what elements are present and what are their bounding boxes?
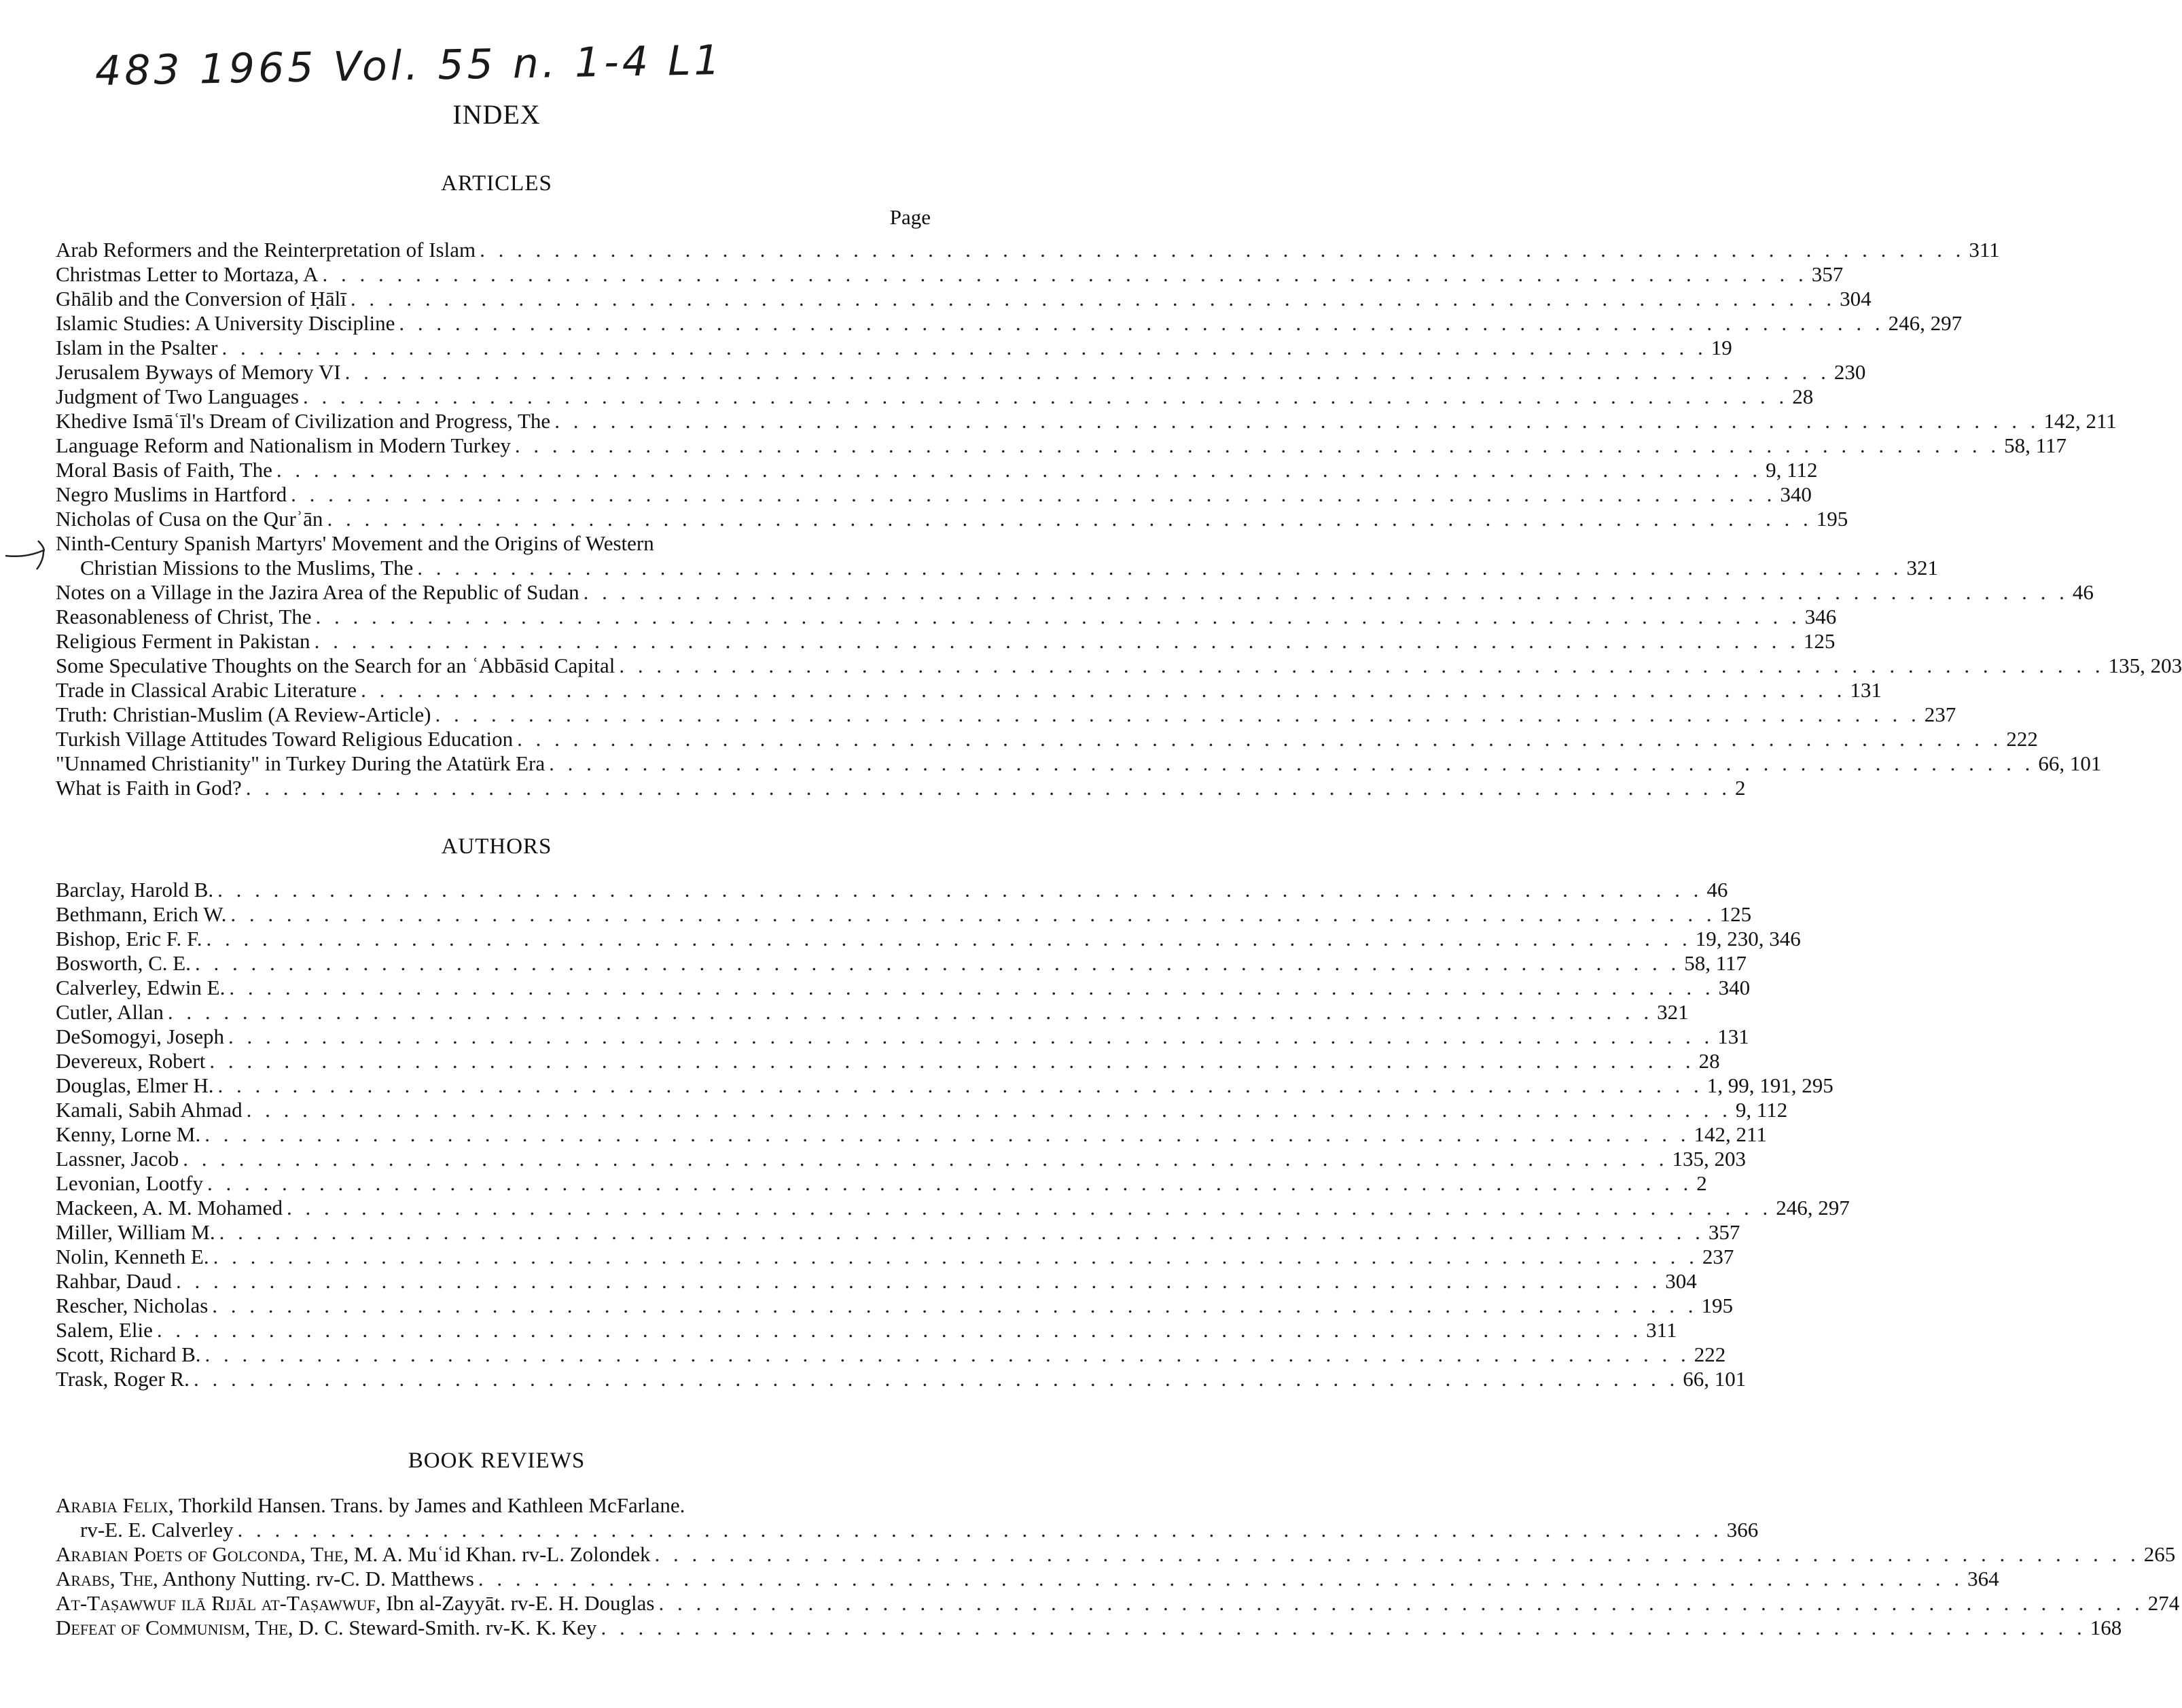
page-numbers: 340 xyxy=(1718,976,1751,999)
article-entry xyxy=(56,360,1866,385)
author-name: Rahbar, Daud xyxy=(56,1269,172,1293)
page-numbers: 142, 211 xyxy=(1694,1122,1767,1146)
page-numbers: 222 xyxy=(2006,727,2038,751)
author-name: Kenny, Lorne M. xyxy=(56,1122,201,1146)
page-numbers: 311 xyxy=(1969,238,2000,262)
author-entry xyxy=(56,976,1751,1000)
dot-leader xyxy=(584,580,2069,605)
page-numbers: 195 xyxy=(1701,1294,1734,1317)
page-numbers: 364 xyxy=(1967,1567,1999,1590)
article-entry xyxy=(56,385,1814,409)
author-name: Miller, William M. xyxy=(56,1220,215,1244)
article-title: Truth: Christian-Muslim (A Review-Article) xyxy=(56,702,431,726)
article-title: Turkish Village Attitudes Toward Religious Education xyxy=(56,727,514,751)
author-entry xyxy=(56,1342,1726,1367)
page-numbers: 125 xyxy=(1803,629,1836,653)
page-numbers: 222 xyxy=(1694,1342,1726,1366)
page-numbers: 168 xyxy=(2090,1616,2122,1639)
page-numbers: 321 xyxy=(1657,1000,1689,1024)
author-name: Douglas, Elmer H. xyxy=(56,1073,214,1097)
page-numbers: 1, 99, 191, 295 xyxy=(1706,1073,1834,1097)
article-title: Notes on a Village in the Jazira Area of the Republic of Sudan xyxy=(56,580,579,604)
dot-leader xyxy=(217,1073,1702,1098)
article-title: Reasonableness of Christ, The xyxy=(56,605,312,628)
article-entry xyxy=(56,409,2117,433)
dot-leader xyxy=(619,654,2104,678)
dot-leader xyxy=(515,433,2000,458)
book-title: Arabian Poets of Golconda, The, xyxy=(56,1542,349,1566)
dot-leader xyxy=(219,1220,1704,1245)
author-name: Calverley, Edwin E. xyxy=(56,976,226,999)
article-entry xyxy=(56,262,1844,287)
article-title-continuation: Christian Missions to the Muslims, The xyxy=(80,556,414,580)
review-citation xyxy=(56,1616,596,1640)
author-name: Bosworth, C. E. xyxy=(56,951,191,975)
article-entry xyxy=(56,238,2000,262)
page-title: INDEX xyxy=(452,99,541,130)
author-entry xyxy=(56,1245,1734,1269)
book-reviews-heading: BOOK REVIEWS xyxy=(408,1448,586,1473)
dot-leader xyxy=(207,1171,1692,1196)
page-numbers: 237 xyxy=(1702,1245,1734,1268)
page-numbers: 66, 101 xyxy=(2038,751,2102,775)
book-title: Arabia Felix, xyxy=(56,1493,174,1517)
article-title: Trade in Classical Arabic Literature xyxy=(56,678,357,702)
article-title: Negro Muslims in Hartford xyxy=(56,482,287,506)
review-details: M. A. Muʿid Khan. rv-L. Zolondek xyxy=(348,1542,651,1566)
article-entry xyxy=(56,751,2102,776)
dot-leader xyxy=(194,1367,1679,1391)
article-entry xyxy=(56,311,1963,336)
dot-leader xyxy=(238,1518,1723,1542)
article-title: "Unnamed Christianity" in Turkey During the Atatürk Era xyxy=(56,751,546,775)
author-name: Lassner, Jacob xyxy=(56,1147,179,1171)
page-numbers: 311 xyxy=(1646,1318,1677,1342)
page-numbers: 58, 117 xyxy=(1684,951,1747,975)
dot-leader xyxy=(209,1049,1694,1073)
author-entry xyxy=(56,1196,1850,1220)
author-name: Barclay, Harold B. xyxy=(56,878,214,902)
page-numbers: 131 xyxy=(1717,1025,1749,1048)
review-details: Ibn al-Zayyāt. rv-E. H. Douglas xyxy=(380,1591,655,1615)
author-name: DeSomogyi, Joseph xyxy=(56,1025,224,1048)
author-entry xyxy=(56,1147,1746,1171)
authors-list xyxy=(56,878,1850,1391)
author-entry xyxy=(56,1122,1767,1147)
dot-leader xyxy=(658,1591,2143,1616)
dot-leader xyxy=(517,727,2002,751)
book-title: Arabs, The, xyxy=(56,1567,158,1590)
article-title: Judgment of Two Languages xyxy=(56,385,299,408)
author-entry xyxy=(56,1220,1740,1245)
page-numbers: 357 xyxy=(1811,262,1844,286)
dot-leader xyxy=(168,1000,1653,1025)
author-entry xyxy=(56,1318,1677,1342)
dot-leader xyxy=(361,678,1846,702)
author-name: Bethmann, Erich W. xyxy=(56,902,227,926)
author-entry xyxy=(56,878,1728,902)
article-title: Some Speculative Thoughts on the Search for an ʿAbbāsid Capital xyxy=(56,654,615,677)
dot-leader xyxy=(228,1025,1713,1049)
page-numbers: 19 xyxy=(1711,336,1732,359)
dot-leader xyxy=(345,360,1830,385)
author-entry xyxy=(56,1367,1747,1391)
dot-leader xyxy=(435,702,1920,727)
page-numbers: 2 xyxy=(1696,1171,1707,1195)
review-first-line xyxy=(56,1493,932,1518)
article-entry xyxy=(56,556,1939,580)
review-entry xyxy=(56,1518,1759,1542)
page-numbers: 246, 297 xyxy=(1776,1196,1850,1220)
dot-leader xyxy=(287,1196,1772,1220)
article-title: Language Reform and Nationalism in Modern Turkey xyxy=(56,433,511,457)
article-entry xyxy=(56,678,1882,702)
article-title: Nicholas of Cusa on the Qurʾān xyxy=(56,507,323,531)
dot-leader xyxy=(230,902,1715,927)
review-details: Anthony Nutting. rv-C. D. Matthews xyxy=(158,1567,474,1590)
dot-leader xyxy=(183,1147,1668,1171)
author-entry xyxy=(56,1269,1697,1294)
article-entry xyxy=(56,776,1746,800)
author-name: Cutler, Allan xyxy=(56,1000,164,1024)
author-name: Nolin, Kenneth E. xyxy=(56,1245,209,1268)
page-numbers: 9, 112 xyxy=(1735,1098,1788,1122)
article-title: Islam in the Psalter xyxy=(56,336,218,359)
page-numbers: 46 xyxy=(1706,878,1728,902)
article-title: Jerusalem Byways of Memory VI xyxy=(56,360,341,384)
article-title: Islamic Studies: A University Discipline xyxy=(56,311,395,335)
handwritten-arrow-icon xyxy=(4,535,52,576)
dot-leader xyxy=(554,409,2039,433)
review-details: Thorkild Hansen. Trans. by James and Kathleen McFarlane. xyxy=(173,1493,685,1517)
author-entry xyxy=(56,927,1801,951)
review-citation xyxy=(56,1567,474,1591)
author-entry xyxy=(56,951,1747,976)
dot-leader xyxy=(276,458,1761,482)
page-numbers: 135, 203 xyxy=(1672,1147,1746,1171)
dot-leader xyxy=(212,1294,1697,1318)
page-numbers: 304 xyxy=(1840,287,1872,310)
dot-leader xyxy=(549,751,2034,776)
dot-leader xyxy=(323,262,1808,287)
article-entry xyxy=(56,629,1836,654)
dot-leader xyxy=(655,1542,2140,1567)
author-entry xyxy=(56,1073,1834,1098)
page-numbers: 131 xyxy=(1850,678,1882,702)
page-numbers: 340 xyxy=(1780,482,1812,506)
article-title: What is Faith in God? xyxy=(56,776,242,800)
author-entry xyxy=(56,1025,1749,1049)
page-numbers: 46 xyxy=(2072,580,2094,604)
page-numbers: 195 xyxy=(1816,507,1848,531)
author-name: Salem, Elie xyxy=(56,1318,153,1342)
page-numbers: 125 xyxy=(1719,902,1752,926)
page-numbers: 28 xyxy=(1698,1049,1720,1073)
page-numbers: 346 xyxy=(1804,605,1837,628)
article-entry xyxy=(56,482,1812,507)
page-numbers: 246, 297 xyxy=(1888,311,1963,335)
review-citation xyxy=(56,1591,654,1616)
article-entry xyxy=(56,702,1956,727)
dot-leader xyxy=(480,238,1965,262)
author-entry xyxy=(56,1171,1707,1196)
article-title: Ninth-Century Spanish Martyrs' Movement and the Origins of Western xyxy=(56,531,654,555)
review-entry xyxy=(56,1542,2176,1567)
author-name: Kamali, Sabih Ahmad xyxy=(56,1098,243,1122)
dot-leader xyxy=(157,1318,1642,1342)
dot-leader xyxy=(291,482,1776,507)
author-name: Devereux, Robert xyxy=(56,1049,206,1073)
book-reviews-list xyxy=(56,1493,2180,1640)
review-entry xyxy=(56,1567,1999,1591)
article-title: Khedive Ismāʿīl's Dream of Civilization and Progress, The xyxy=(56,409,551,433)
dot-leader xyxy=(176,1269,1661,1294)
author-name: Trask, Roger R. xyxy=(56,1367,190,1391)
page-numbers: 321 xyxy=(1906,556,1939,580)
article-entry xyxy=(56,458,1818,482)
dot-leader xyxy=(316,605,1801,629)
article-entry xyxy=(56,287,1872,311)
dot-leader xyxy=(204,1122,1689,1147)
page-numbers: 230 xyxy=(1834,360,1866,384)
dot-leader xyxy=(315,629,1800,654)
dot-leader xyxy=(417,556,1902,580)
dot-leader xyxy=(221,336,1706,360)
author-name: Mackeen, A. M. Mohamed xyxy=(56,1196,283,1220)
article-entry xyxy=(56,507,1848,531)
page-numbers: 304 xyxy=(1665,1269,1697,1293)
authors-heading: AUTHORS xyxy=(441,834,552,859)
page-numbers: 135, 203 xyxy=(2108,654,2182,677)
article-entry xyxy=(56,433,2067,458)
author-entry xyxy=(56,1049,1720,1073)
review-entry xyxy=(56,1616,2122,1640)
article-entry xyxy=(56,605,1837,629)
article-entry xyxy=(56,727,2038,751)
author-name: Scott, Richard B. xyxy=(56,1342,201,1366)
author-entry xyxy=(56,1294,1734,1318)
page-column-label: Page xyxy=(889,205,931,229)
author-name: Rescher, Nicholas xyxy=(56,1294,209,1317)
review-citation xyxy=(56,1542,651,1567)
dot-leader xyxy=(246,776,1731,800)
page-numbers: 2 xyxy=(1735,776,1746,800)
page-numbers: 274 xyxy=(2147,1591,2180,1615)
articles-heading: ARTICLES xyxy=(441,171,552,196)
review-citation xyxy=(56,1493,685,1517)
dot-leader xyxy=(217,878,1702,902)
dot-leader xyxy=(247,1098,1732,1122)
article-title: Religious Ferment in Pakistan xyxy=(56,629,310,653)
page-numbers: 58, 117 xyxy=(2004,433,2067,457)
handwritten-call-number: 483 1965 Vol. 55 n. 1-4 L1 xyxy=(94,36,724,96)
article-title: Arab Reformers and the Reinterpretation of Islam xyxy=(56,238,476,262)
article-title: Moral Basis of Faith, The xyxy=(56,458,272,482)
page-numbers: 66, 101 xyxy=(1683,1367,1747,1391)
page-numbers: 366 xyxy=(1726,1518,1759,1542)
dot-leader xyxy=(213,1245,1698,1269)
page-numbers: 265 xyxy=(2143,1542,2176,1566)
author-entry xyxy=(56,902,1752,927)
author-name: Bishop, Eric F. F. xyxy=(56,927,202,950)
dot-leader xyxy=(205,1342,1690,1367)
articles-list xyxy=(56,238,2182,800)
review-details: D. C. Steward-Smith. rv-K. K. Key xyxy=(293,1616,597,1639)
review-entry xyxy=(56,1591,2180,1616)
article-entry xyxy=(56,654,2182,678)
book-title: Defeat of Communism, The, xyxy=(56,1616,293,1639)
article-title: Ghālib and the Conversion of Ḥālī xyxy=(56,287,346,310)
page-numbers: 357 xyxy=(1708,1220,1740,1244)
dot-leader xyxy=(207,927,1692,951)
dot-leader xyxy=(601,1616,2086,1640)
dot-leader xyxy=(229,976,1714,1000)
page-numbers: 19, 230, 346 xyxy=(1695,927,1801,950)
dot-leader xyxy=(327,507,1812,531)
page-numbers: 28 xyxy=(1792,385,1814,408)
page-numbers: 237 xyxy=(1924,702,1956,726)
dot-leader xyxy=(351,287,1836,311)
book-title: At-Taṣawwuf ilā Rijāl at-Taṣawwuf, xyxy=(56,1591,381,1615)
article-entry xyxy=(56,336,1732,360)
author-name: Levonian, Lootfy xyxy=(56,1171,203,1195)
article-title: Christmas Letter to Mortaza, A xyxy=(56,262,319,286)
author-entry xyxy=(56,1000,1689,1025)
page-numbers: 9, 112 xyxy=(1766,458,1818,482)
dot-leader xyxy=(399,311,1884,336)
dot-leader xyxy=(478,1567,1963,1591)
reviewer: rv-E. E. Calverley xyxy=(80,1518,234,1542)
article-entry xyxy=(56,580,2094,605)
author-entry xyxy=(56,1098,1788,1122)
dot-leader xyxy=(303,385,1788,409)
page-numbers: 142, 211 xyxy=(2043,409,2117,433)
dot-leader xyxy=(195,951,1680,976)
